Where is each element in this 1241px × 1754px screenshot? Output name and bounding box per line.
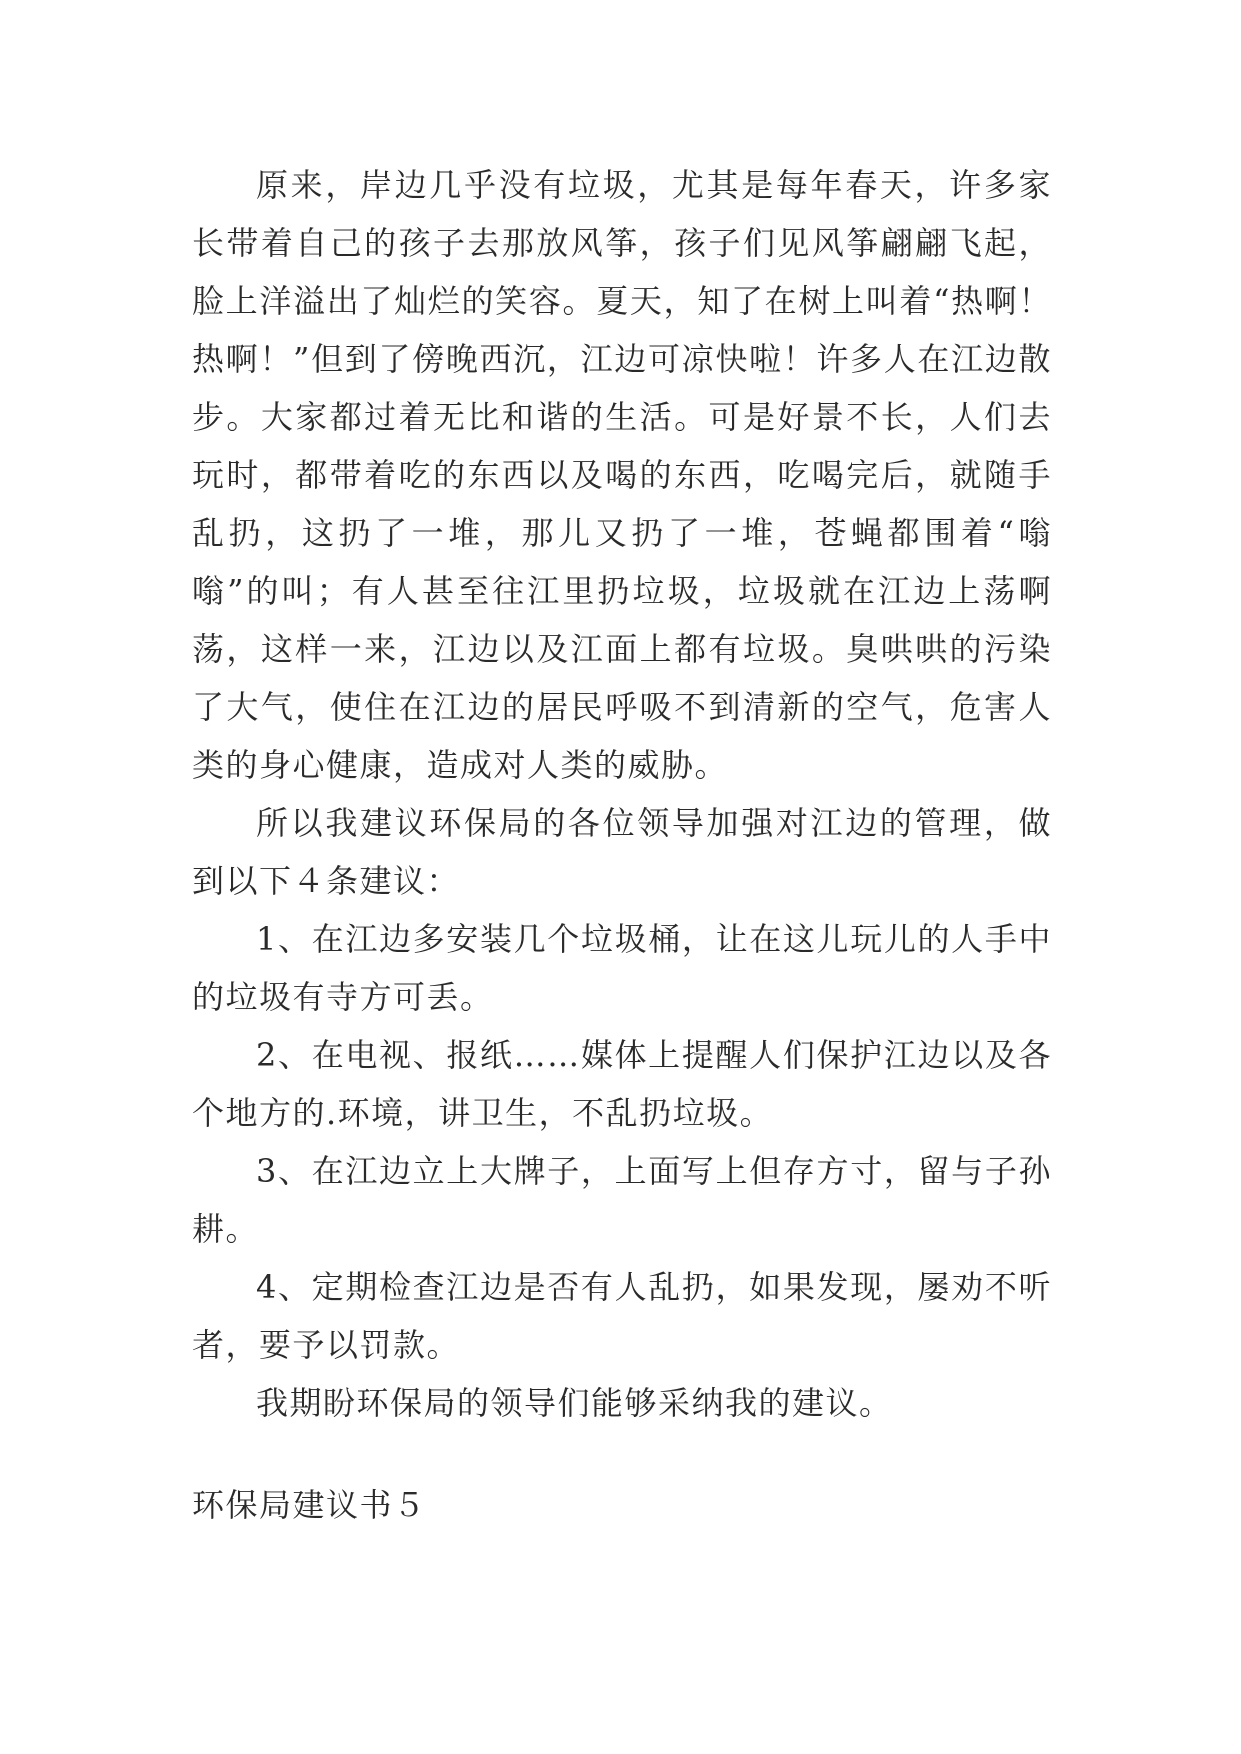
- suggestion-item-3: 3、在江边立上大牌子，上面写上但存方寸，留与子孙耕。: [192, 1152, 1052, 1248]
- paragraph-closing: 我期盼环保局的领导们能够采纳我的建议。: [256, 1384, 893, 1422]
- suggestion-item-1: 1、在江边多安装几个垃圾桶，让在这儿玩儿的人手中的垃圾有寺方可丢。: [192, 920, 1052, 1016]
- document-body: [192, 156, 1052, 1432]
- suggestion-item-2: 2、在电视、报纸……媒体上提醒人们保护江边以及各个地方的.环境，讲卫生，不乱扔垃圾。: [192, 1036, 1052, 1132]
- suggestion-item-4: 4、定期检查江边是否有人乱扔，如果发现，屡劝不听者，要予以罚款。: [192, 1268, 1052, 1364]
- section-heading: 环保局建议书５: [192, 1486, 427, 1524]
- paragraph-river-pollution: 原来，岸边几乎没有垃圾，尤其是每年春天，许多家长带着自己的孩子去那放风筝，孩子们见风筝翩翩飞起，脸上洋溢出了灿烂的笑容。夏天，知了在树上叫着“热啊！热啊！”但到了傍晚西沉，江边可凉快啦！许多人在江边散步。大家都过着无比和谐的生活。可是好景不长，人们去玩时，都带着吃的东西以及喝的东西，吃喝完后，就随手乱扔，这扔了一堆，那儿又扔了一堆，苍蝇都围着“嗡嗡”的叫；有人甚至往江里扔垃圾，垃圾就在江边上荡啊荡，这样一来，江边以及江面上都有垃圾。臭哄哄的污染了大气，使住在江边的居民呼吸不到清新的空气，危害人类的身心健康，造成对人类的威胁。: [192, 166, 1052, 784]
- paragraph-suggestion-intro: 所以我建议环保局的各位领导加强对江边的管理，做到以下４条建议：: [192, 804, 1052, 900]
